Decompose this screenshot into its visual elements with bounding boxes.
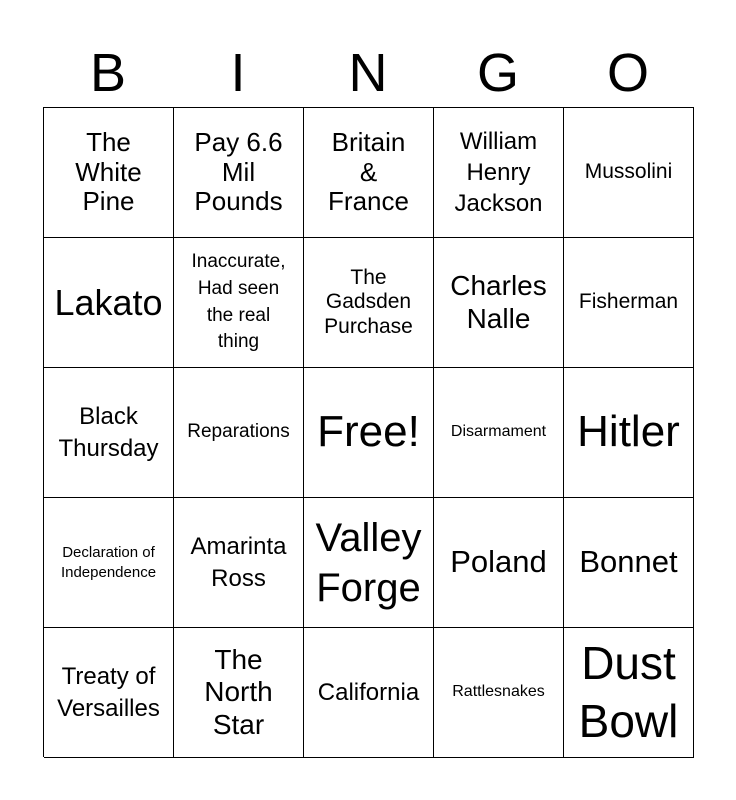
header-letter-i: I [230, 43, 246, 103]
bingo-cell[interactable]: Declaration of Independence [44, 498, 174, 628]
bingo-cell[interactable]: The Gadsden Purchase [304, 238, 434, 368]
header-letter-n: N [348, 43, 388, 103]
bingo-cell[interactable]: Fisherman [564, 238, 694, 368]
bingo-cell[interactable]: Disarmament [434, 368, 564, 498]
header-letter-g: G [476, 43, 519, 103]
bingo-cell[interactable]: Dust Bowl [564, 628, 694, 758]
bingo-cell[interactable]: Poland [434, 498, 564, 628]
bingo-cell[interactable]: Mussolini [564, 108, 694, 238]
bingo-cell[interactable]: Inaccurate, Had seen the real thing [174, 238, 304, 368]
bingo-cell[interactable]: Valley Forge [304, 498, 434, 628]
bingo-board [43, 107, 694, 757]
bingo-header [43, 40, 693, 106]
bingo-cell[interactable]: Lakato [44, 238, 174, 368]
bingo-cell[interactable]: Black Thursday [44, 368, 174, 498]
header-letter-o: O [606, 43, 649, 103]
header-letter-b: B [89, 43, 127, 103]
bingo-cell[interactable]: William Henry Jackson [434, 108, 564, 238]
bingo-cell[interactable]: The White Pine [44, 108, 174, 238]
bingo-cell[interactable]: Britain & France [304, 108, 434, 238]
bingo-cell[interactable]: The North Star [174, 628, 304, 758]
bingo-cell[interactable]: Charles Nalle [434, 238, 564, 368]
bingo-cell[interactable]: California [304, 628, 434, 758]
bingo-cell[interactable]: Pay 6.6 Mil Pounds [174, 108, 304, 238]
bingo-cell[interactable]: Amarinta Ross [174, 498, 304, 628]
bingo-cell[interactable]: Rattlesnakes [434, 628, 564, 758]
bingo-cell[interactable]: Hitler [564, 368, 694, 498]
bingo-cell[interactable]: Treaty of Versailles [44, 628, 174, 758]
bingo-cell[interactable]: Reparations [174, 368, 304, 498]
free-space[interactable]: Free! [304, 368, 434, 498]
bingo-cell[interactable]: Bonnet [564, 498, 694, 628]
